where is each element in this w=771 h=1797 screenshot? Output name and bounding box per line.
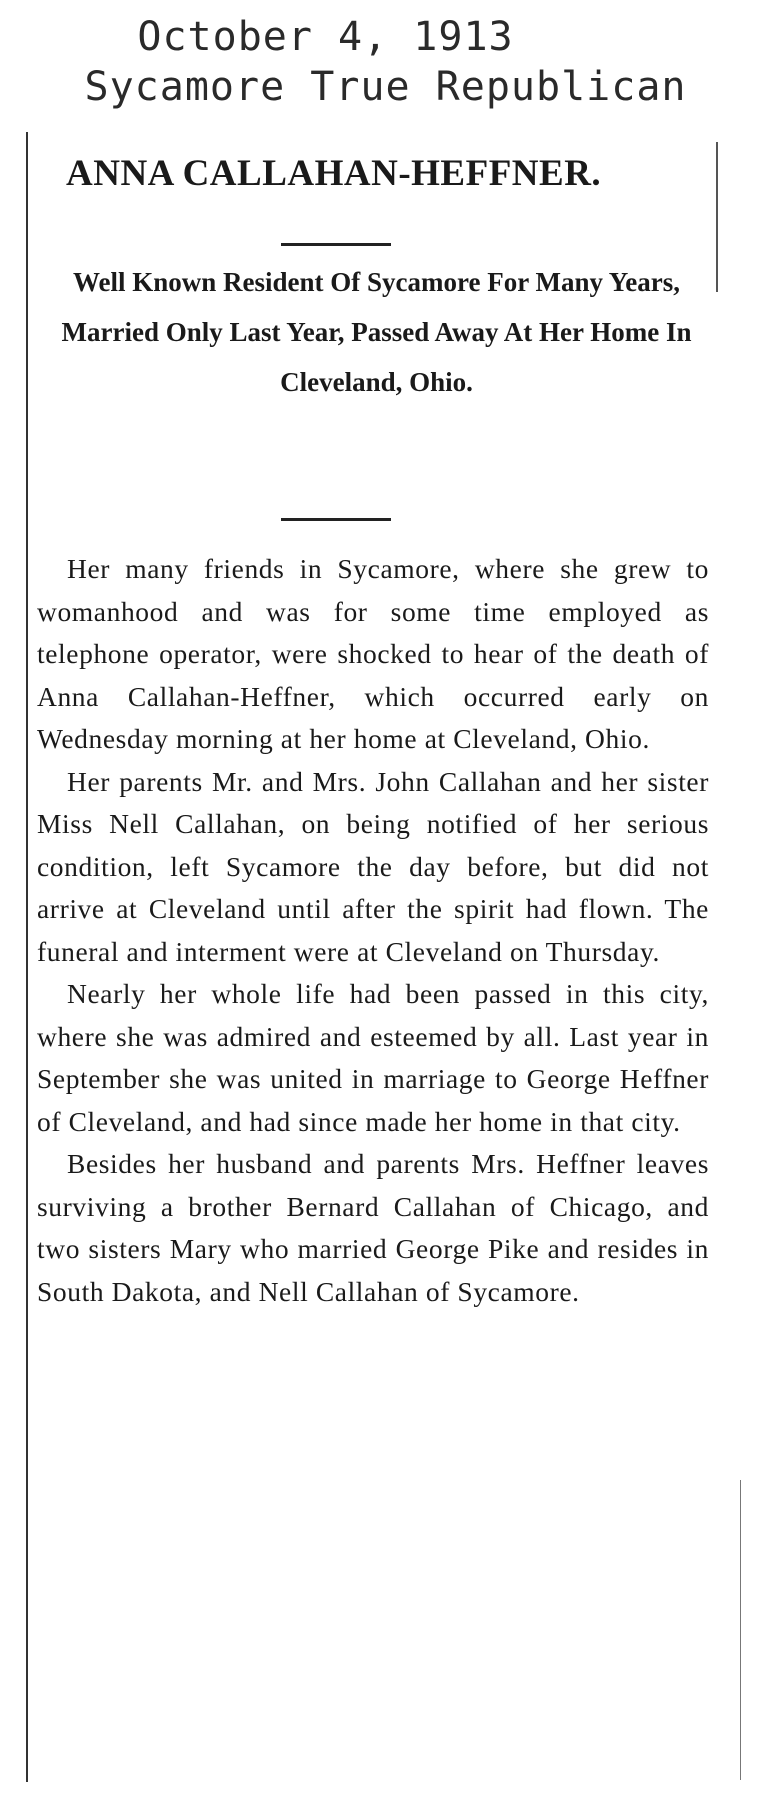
article-paragraph: Besides her husband and parents Mrs. Heffner leaves surviving a brother Bernard Callahan of Chicago, and two sisters Mary who married George Pike and resides in South Dakota, and Nell Callahan of Sycamore. <box>37 1148 709 1307</box>
article-paragraph: Nearly her whole life had been passed in this city, where she was admired and esteemed by all. Last year in September she was united in marriage to George Heffner of Cleveland, and had since made her home in that city. <box>37 978 709 1137</box>
article-body <box>37 548 709 1313</box>
subheadline-divider <box>281 518 391 521</box>
article-paragraph: Her parents Mr. and Mrs. John Callahan and her sister Miss Nell Callahan, on being notified of her serious condition, left Sycamore the day before, but did not arrive at Cleveland until after the spirit had flown. The funeral and interment were at Cleveland on Thursday. <box>37 765 709 967</box>
newspaper-name: Sycamore True Republican <box>84 64 687 110</box>
article-paragraph: Her many friends in Sycamore, where she grew to womanhood and was for some time employed as telephone operator, were shocked to hear of the death of Anna Callahan-Heffner, which occurred early on Wednesday morning at her home at Cleveland, Ohio. <box>37 553 709 754</box>
article-subheadline: Well Known Resident Of Sycamore For Many Years, Married Only Last Year, Passed Away At Her Home In Cleveland, Ohio. <box>61 267 692 397</box>
column-rule-left <box>26 132 28 1782</box>
clipping-date: October 4, 1913 <box>137 14 514 60</box>
column-rule-right <box>716 142 718 292</box>
article-headline: ANNA CALLAHAN-HEFFNER. <box>66 153 602 194</box>
newspaper-clipping <box>26 132 716 1787</box>
clipping-edge-mark <box>740 1480 741 1780</box>
headline-divider <box>281 243 391 246</box>
